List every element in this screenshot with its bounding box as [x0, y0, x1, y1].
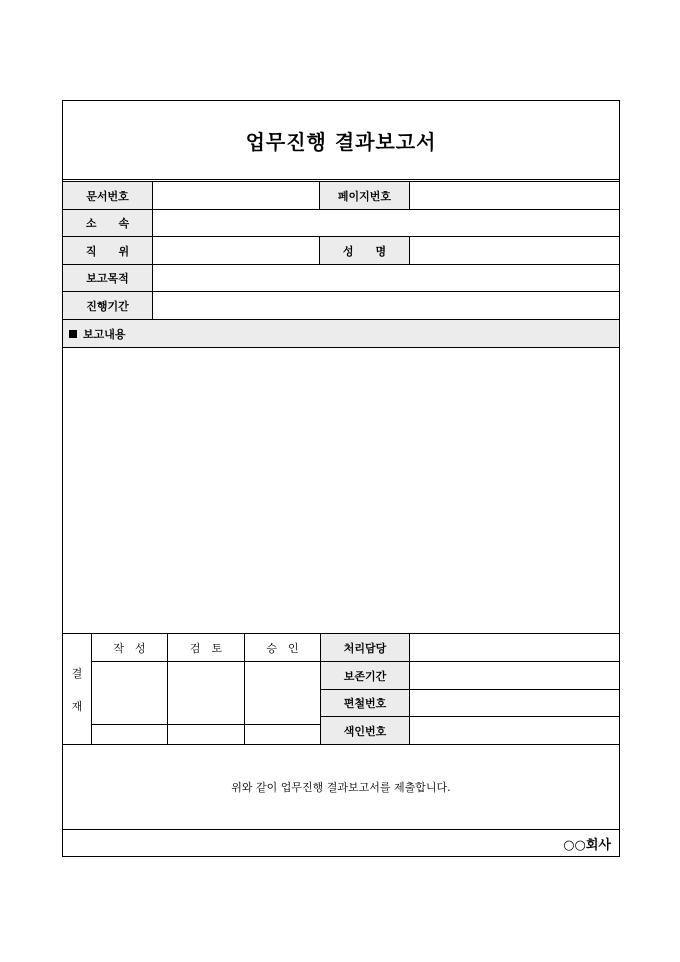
row-divider: [321, 689, 619, 690]
approval-col-reviewer: 검 토: [189, 641, 223, 655]
reviewer-signature-box[interactable]: [168, 662, 244, 724]
approval-side-label: [63, 634, 91, 744]
writer-signature-box[interactable]: [92, 662, 167, 724]
position-field[interactable]: [153, 237, 319, 264]
report-content-area[interactable]: [63, 348, 619, 633]
row-divider: [321, 661, 619, 662]
position-label: 직 위: [63, 237, 152, 264]
content-section-header: [63, 320, 619, 347]
handler-label: 처리담당: [321, 634, 409, 661]
square-bullet-icon: [69, 330, 77, 338]
doc-no-label: 문서번호: [63, 182, 152, 209]
writer-date-box[interactable]: [92, 725, 167, 744]
report-form: [62, 100, 620, 857]
approval-col-approver: 승 인: [266, 641, 299, 655]
page-no-field[interactable]: [410, 182, 619, 209]
binder-no-label: 편철번호: [321, 690, 409, 716]
reviewer-date-box[interactable]: [168, 725, 244, 744]
page-no-label: 페이지번호: [320, 182, 409, 209]
approval-side-label-1: 결: [71, 666, 83, 680]
company-name: ○○회사: [563, 837, 611, 853]
period-field[interactable]: [153, 292, 619, 319]
dept-field[interactable]: [153, 210, 619, 236]
purpose-label: 보고목적: [63, 265, 152, 291]
binder-no-field[interactable]: [410, 690, 619, 716]
approval-col-writer: 작 성: [113, 641, 146, 655]
name-field[interactable]: [410, 237, 619, 264]
approver-date-box[interactable]: [245, 725, 320, 744]
doc-no-field[interactable]: [153, 182, 319, 209]
submission-statement: 위와 같이 업무진행 결과보고서를 제출합니다.: [231, 781, 451, 794]
dept-label: 소 속: [63, 210, 152, 236]
approval-side-label-2: 재: [71, 699, 83, 713]
handler-field[interactable]: [410, 634, 619, 661]
index-no-field[interactable]: [410, 717, 619, 744]
row-divider: [321, 716, 619, 717]
name-label: 성 명: [320, 237, 409, 264]
content-section-label: 보고내용: [83, 327, 126, 341]
approver-signature-box[interactable]: [245, 662, 320, 724]
retention-label: 보존기간: [321, 662, 409, 689]
index-no-label: 색인번호: [321, 717, 409, 744]
retention-field[interactable]: [410, 662, 619, 689]
period-label: 진행기간: [63, 292, 152, 319]
page-title: 업무진행 결과보고서: [245, 129, 437, 154]
purpose-field[interactable]: [153, 265, 619, 291]
